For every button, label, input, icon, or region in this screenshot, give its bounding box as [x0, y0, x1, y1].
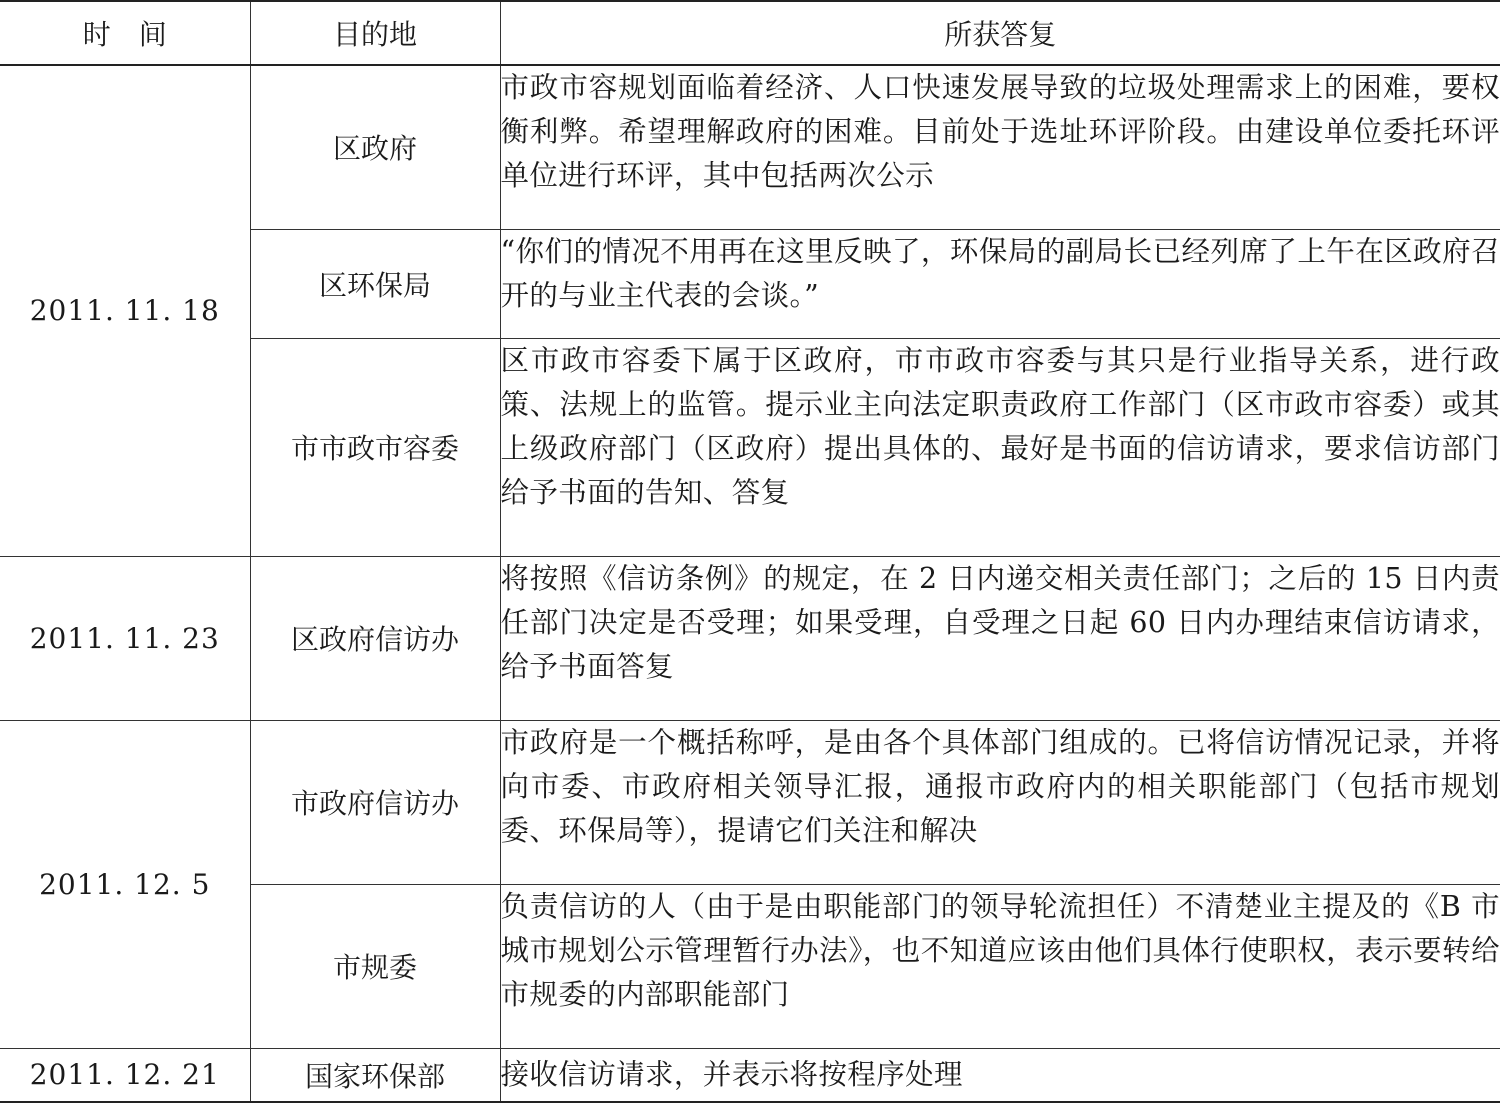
header-time: 时 间: [0, 1, 250, 65]
reply-cell: 接收信访请求，并表示将按程序处理: [500, 1048, 1500, 1102]
reply-cell: 区市政市容委下属于区政府，市市政市容委与其只是行业指导关系，进行政策、法规上的监管。提示业主向法定职责政府工作部门（区市政市容委）或其上级政府部门（区政府）提出具体的、最好是书面的信访请求，要求信访部门给予书面的告知、答复: [500, 338, 1500, 556]
table-row: [0, 556, 1500, 720]
date-cell: 2011. 11. 18: [0, 65, 250, 556]
destination-cell: 市规委: [250, 884, 500, 1048]
header-destination: 目的地: [250, 1, 500, 65]
table-row: [0, 65, 1500, 229]
destination-cell: 区环保局: [250, 229, 500, 338]
table-row: [0, 1048, 1500, 1102]
header-reply: 所获答复: [500, 1, 1500, 65]
reply-cell: 负责信访的人（由于是由职能部门的领导轮流担任）不清楚业主提及的《B 市城市规划公示管理暂行办法》，也不知道应该由他们具体行使职权，表示要转给市规委的内部职能部门: [500, 884, 1500, 1048]
destination-cell: 市政府信访办: [250, 720, 500, 884]
reply-cell: 将按照《信访条例》的规定，在 2 日内递交相关责任部门；之后的 15 日内责任部门决定是否受理；如果受理，自受理之日起 60 日内办理结束信访请求，给予书面答复: [500, 556, 1500, 720]
date-cell: 2011. 11. 23: [0, 556, 250, 720]
reply-cell: 市政市容规划面临着经济、人口快速发展导致的垃圾处理需求上的困难，要权衡利弊。希望理解政府的困难。目前处于选址环评阶段。由建设单位委托环评单位进行环评，其中包括两次公示: [500, 65, 1500, 229]
table-row: [0, 720, 1500, 884]
destination-cell: 区政府信访办: [250, 556, 500, 720]
date-cell: 2011. 12. 21: [0, 1048, 250, 1102]
date-cell: 2011. 12. 5: [0, 720, 250, 1048]
destination-cell: 国家环保部: [250, 1048, 500, 1102]
reply-cell: 市政府是一个概括称呼，是由各个具体部门组成的。已将信访情况记录，并将向市委、市政府相关领导汇报，通报市政府内的相关职能部门（包括市规划委、环保局等），提请它们关注和解决: [500, 720, 1500, 884]
reply-cell: “你们的情况不用再在这里反映了，环保局的副局长已经列席了上午在区政府召开的与业主代表的会谈。”: [500, 229, 1500, 338]
destination-cell: 市市政市容委: [250, 338, 500, 556]
table-body: [0, 65, 1500, 1102]
destination-cell: 区政府: [250, 65, 500, 229]
table-header: [0, 1, 1500, 65]
